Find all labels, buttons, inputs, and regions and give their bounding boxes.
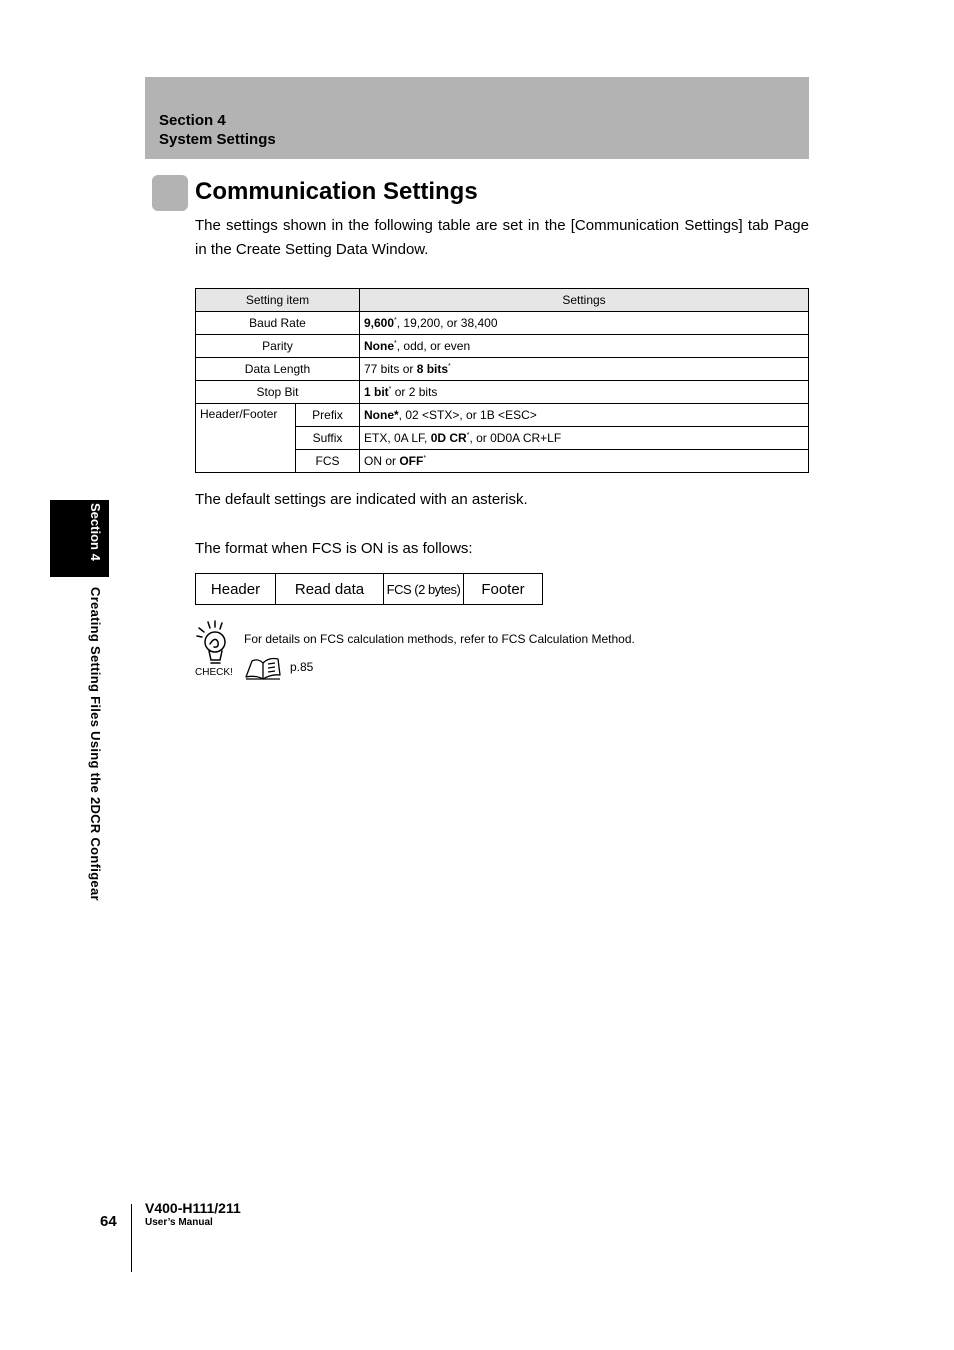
title-marker bbox=[152, 175, 188, 211]
section-name: System Settings bbox=[159, 131, 276, 148]
other-values: ON or bbox=[364, 454, 400, 468]
setting-value bbox=[360, 381, 809, 404]
default-note: The default settings are indicated with an asterisk. bbox=[195, 491, 528, 508]
other-values: , or 0D0A CR+LF bbox=[469, 431, 562, 445]
footer-divider bbox=[131, 1204, 132, 1272]
default-value: 0D CR bbox=[430, 431, 467, 445]
default-marker: * bbox=[423, 455, 427, 462]
setting-item: Parity bbox=[196, 335, 360, 358]
default-value: 9,600 bbox=[364, 316, 395, 330]
other-values: or 2 bits bbox=[391, 385, 438, 399]
chapter-side-title: Creating Setting Files Using the 2DCR Configear bbox=[88, 587, 103, 901]
other-values: , odd, or even bbox=[396, 339, 471, 353]
section-number: Section 4 bbox=[159, 112, 226, 129]
check-text: For details on FCS calculation methods, refer to FCS Calculation Method. bbox=[244, 632, 635, 646]
setting-group-header-footer: Header/Footer bbox=[196, 404, 296, 473]
table-row bbox=[196, 335, 809, 358]
check-label: CHECK! bbox=[195, 667, 233, 678]
setting-item: Prefix bbox=[296, 404, 360, 427]
format-field-read-data: Read data bbox=[276, 574, 384, 604]
default-value: OFF bbox=[399, 454, 424, 468]
section-heading bbox=[159, 111, 276, 149]
setting-value bbox=[360, 358, 809, 381]
default-marker: * bbox=[466, 432, 470, 439]
setting-item: Baud Rate bbox=[196, 312, 360, 335]
setting-value bbox=[360, 335, 809, 358]
setting-item: Stop Bit bbox=[196, 381, 360, 404]
setting-item: Suffix bbox=[296, 427, 360, 450]
default-value: None* bbox=[364, 408, 399, 422]
column-header-settings: Settings bbox=[360, 289, 809, 312]
section-header-band bbox=[145, 77, 809, 159]
section-side-tab-label: Section 4 bbox=[88, 503, 103, 561]
column-header-setting-item: Setting item bbox=[196, 289, 360, 312]
page-title: Communication Settings bbox=[195, 178, 478, 205]
setting-value bbox=[360, 404, 809, 427]
page-number: 64 bbox=[100, 1213, 117, 1230]
table-row bbox=[196, 381, 809, 404]
format-field-fcs: FCS (2 bytes) bbox=[384, 574, 464, 604]
reference-page: p.85 bbox=[290, 660, 314, 674]
other-values: , 19,200, or 38,400 bbox=[396, 316, 498, 330]
table-row bbox=[196, 358, 809, 381]
table-row bbox=[196, 404, 809, 427]
default-marker: * bbox=[388, 386, 392, 393]
settings-table bbox=[195, 288, 809, 473]
format-field-header: Header bbox=[196, 574, 276, 604]
setting-value bbox=[360, 427, 809, 450]
table-row bbox=[196, 312, 809, 335]
table-header-row bbox=[196, 289, 809, 312]
intro-paragraph: The settings shown in the following table are set in the [Communication Settings] tab Page in the Create Setting Data Window. bbox=[195, 217, 809, 258]
default-value: None bbox=[364, 339, 394, 353]
other-values: , 02 <STX>, or 1B <ESC> bbox=[398, 408, 537, 422]
format-note: The format when FCS is ON is as follows: bbox=[195, 540, 473, 557]
default-value: 8 bits bbox=[416, 362, 449, 376]
default-marker: * bbox=[394, 317, 397, 324]
fcs-format-diagram bbox=[195, 573, 543, 605]
setting-item: Data Length bbox=[196, 358, 360, 381]
default-marker: * bbox=[448, 363, 451, 370]
other-values: ETX, 0A LF, bbox=[364, 431, 431, 445]
other-values: 77 bits or bbox=[364, 362, 417, 376]
setting-value bbox=[360, 312, 809, 335]
footer-manual: User’s Manual bbox=[145, 1217, 213, 1228]
format-field-footer: Footer bbox=[481, 580, 525, 598]
book-reference-icon bbox=[244, 655, 282, 681]
default-marker: * bbox=[394, 340, 397, 347]
setting-value bbox=[360, 450, 809, 473]
default-value: 1 bit bbox=[364, 385, 389, 399]
setting-item: FCS bbox=[296, 450, 360, 473]
footer-model: V400-H111/211 bbox=[145, 1200, 241, 1216]
